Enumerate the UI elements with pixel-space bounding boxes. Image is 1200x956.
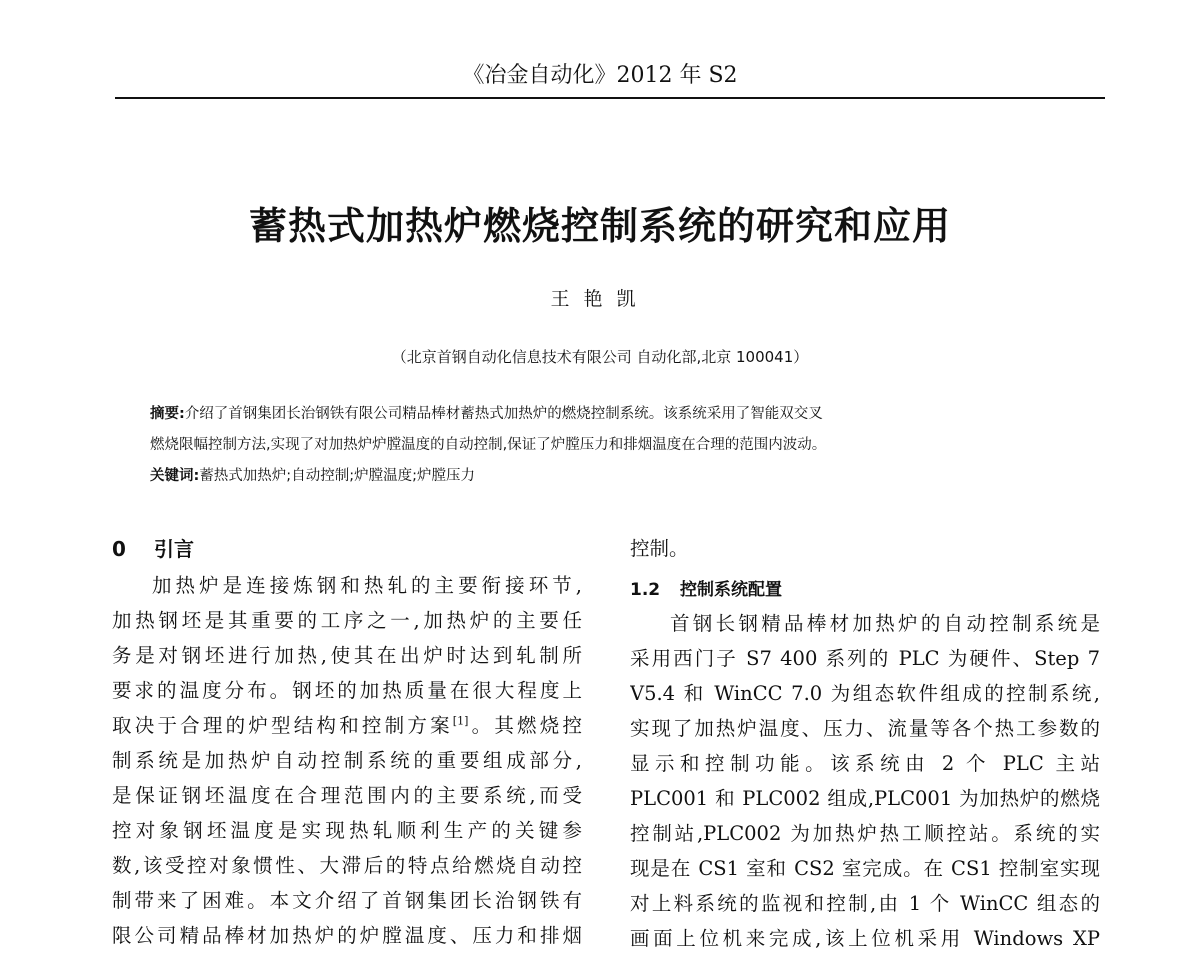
text-line: 务是对钢坯进行加热,使其在出炉时达到轧制所 [112,644,582,667]
text-line: 限公司精品棒材加热炉的炉膛温度、压力和排烟 [112,924,582,947]
text-line: PLC001 和 PLC002 组成,PLC001 为加热炉的燃烧 [630,787,1100,810]
text-line: 画面上位机来完成,该上位机采用 Windows XP [630,927,1100,950]
paper-title: 蓄热式加热炉燃烧控制系统的研究和应用 [248,204,951,248]
text-line: 要求的温度分布。钢坯的加热质量在很大程度上 [112,679,582,702]
keywords-label: 关键词: [150,468,200,484]
text-line: 加热钢坯是其重要的工序之一,加热炉的主要任 [112,609,582,632]
keywords-line [150,464,1050,485]
text-line: 实现了加热炉温度、压力、流量等各个热工参数的 [630,717,1100,740]
text-line: 显示和控制功能。该系统由 2 个 PLC 主站 [630,752,1100,775]
right-column [630,530,1100,956]
text-line: 制系统是加热炉自动控制系统的重要组成部分, [112,749,582,772]
text-line: 控制站,PLC002 为加热炉热工顺控站。系统的实 [630,822,1100,845]
text-line: 采用西门子 S7 400 系列的 PLC 为硬件、Step 7 [630,647,1100,670]
header-rule [115,97,1105,99]
text-line: 制带来了困难。本文介绍了首钢集团长治钢铁有 [112,889,582,912]
text-line: 是保证钢坯温度在合理范围内的主要系统,而受 [112,784,582,807]
text-line: 数,该受控对象惯性、大滞后的特点给燃烧自动控 [112,854,582,877]
abstract-line: 燃烧限幅控制方法,实现了对加热炉炉膛温度的自动控制,保证了炉膛压力和排烟温度在合理的范围内波动。 [150,437,827,453]
abstract-line: 摘要:介绍了首钢集团长治钢铁有限公司精品棒材蓄热式加热炉的燃烧控制系统。该系统采用了智能双交叉 [150,406,823,422]
keywords: 蓄热式加热炉;自动控制;炉膛温度;炉膛压力 [199,468,475,484]
text-line: 加热炉是连接炼钢和热轧的主要衔接环节, [152,574,582,597]
text-line: 控制。 [630,537,689,560]
affiliation: （北京首钢自动化信息技术有限公司 自动化部,北京 100041） [391,348,809,366]
text-line: 取决于合理的炉型结构和控制方案[1]。其燃烧控 [112,714,582,737]
citation: [1] [452,714,469,728]
text-line: 对上料系统的监视和控制,由 1 个 WinCC 组态的 [630,892,1100,915]
left-column [112,530,582,953]
text-line: 首钢长钢精品棒材加热炉的自动控制系统是 [670,612,1100,635]
text-line: 控对象钢坯温度是实现热轧顺利生产的关键参 [112,819,582,842]
abstract-label: 摘要: [150,406,185,422]
journal-header: 《冶金自动化》2012 年 S2 [462,63,738,88]
author: 王艳凯 [550,288,650,310]
text-line: 现是在 CS1 室和 CS2 室完成。在 CS1 控制室实现 [630,857,1100,880]
section-heading: 0 引言 [112,537,194,561]
text-line: V5.4 和 WinCC 7.0 为组态软件组成的控制系统, [630,682,1100,705]
subsection-heading: 1.2 控制系统配置 [630,580,782,600]
